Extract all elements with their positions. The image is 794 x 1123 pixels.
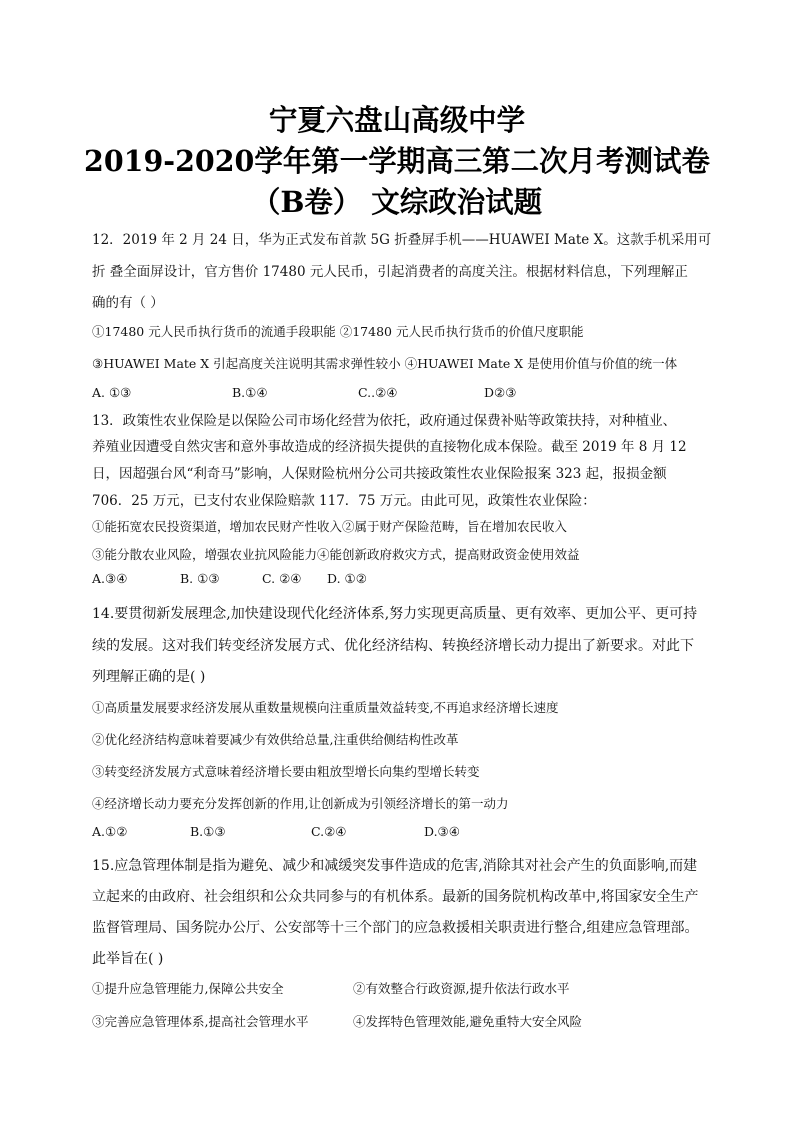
q15-option-1: ①提升应急管理能力,保障公共安全 [92,981,284,996]
q14-stem-line-3: 列理解正确的是( ) [92,669,206,685]
q13-answer-d: D. ①② [327,571,367,586]
q12-answer-c: C..②④ [358,385,398,400]
q13-answer-a: A.③④ [92,571,128,586]
q12-option-line-1: ①17480 元人民币执行货币的流通手段职能 ②17480 元人民币执行货币的价值尺度职能 [92,324,584,339]
q12-answer-b: B.①④ [232,385,268,400]
q14-answer-b: B.①③ [190,824,226,839]
q13-answer-c: C. ②④ [262,571,302,586]
q13-option-line-2: ③能分散农业风险，增强农业抗风险能力④能创新政府救灾方式，提高财政资金使用效益 [92,547,580,562]
paper-subject-title: （B卷） 文综政治试题 [251,185,543,219]
exam-term-title: 2019-2020学年第一学期高三第二次月考测试卷 [84,144,710,178]
q12-stem-line-2: 折 叠全面屏设计，官方售价 17480 元人民币，引起消费者的高度关注。根据材料信息，下列理解正 [92,264,688,280]
school-name-title: 宁夏六盘山高级中学 [268,103,526,137]
q12-answer-d: D②③ [484,385,517,400]
q13-stem-line-2: 养殖业因遭受自然灾害和意外事故造成的经济损失提供的直接物化成本保险。截至 2019 年 8 月 12 [92,439,687,455]
q12-option-line-2: ③HUAWEI Mate X 引起高度关注说明其需求弹性较小 ④HUAWEI Mate X 是使用价值与价值的统一体 [92,356,678,371]
q15-stem-line-2: 立起来的由政府、社会组织和公众共同参与的有机体系。最新的国务院机构改革中,将国家安全生产 [92,889,699,905]
q14-option-line-2: ②优化经济结构意味着要减少有效供给总量,注重供给侧结构性改革 [92,732,459,747]
q12-stem-line-3: 确的有（ ） [92,295,164,311]
q13-stem-line-1: 13．政策性农业保险是以保险公司市场化经营为依托，政府通过保费补贴等政策扶持，对种植业、 [92,413,677,429]
q15-stem-line-4: 此举旨在( ) [92,951,164,967]
q14-answer-d: D.③④ [424,824,460,839]
q14-stem-line-1: 14.要贯彻新发展理念,加快建设现代化经济体系,努力实现更高质量、更有效率、更加公平、更可持 [92,606,698,622]
q15-option-4: ④发挥特色管理效能,避免重特大安全风险 [353,1014,582,1029]
q13-option-line-1: ①能拓宽农民投资渠道，增加农民财产性收入②属于财产保险范畴，旨在增加农民收入 [92,519,568,534]
q12-stem-line-1: 12．2019 年 2 月 24 日，华为正式发布首款 5G 折叠屏手机——HUAWEI Mate X。这款手机采用可 [92,232,712,248]
q15-stem-line-1: 15.应急管理体制是指为避免、减少和减缓突发事件造成的危害,消除其对社会产生的负面影响,而建 [92,858,698,874]
q13-stem-line-3: 日，因超强台风“利奇马”影响，人保财险杭州分公司共接政策性农业保险报案 323 起，报损金额 [92,466,667,482]
q15-option-3: ③完善应急管理体系,提高社会管理水平 [92,1014,309,1029]
q13-stem-line-4: 706．25 万元，已支付农业保险赔款 117．75 万元。由此可见，政策性农业保险： [92,493,596,509]
q14-answer-c: C.②④ [311,824,347,839]
q14-option-line-3: ③转变经济发展方式意味着经济增长要由粗放型增长向集约型增长转变 [92,764,480,779]
q13-answer-b: B. ①③ [180,571,220,586]
q14-answer-a: A.①② [92,824,128,839]
q14-option-line-4: ④经济增长动力要充分发挥创新的作用,让创新成为引领经济增长的第一动力 [92,796,509,811]
q14-stem-line-2: 续的发展。这对我们转变经济发展方式、优化经济结构、转换经济增长动力提出了新要求。对此下 [92,638,694,654]
q14-option-line-1: ①高质量发展要求经济发展从重数量规模向注重质量效益转变,不再追求经济增长速度 [92,700,559,715]
q12-answer-a: A. ①③ [92,385,132,400]
q15-stem-line-3: 监督管理局、国务院办公厅、公安部等十三个部门的应急救援相关职责进行整合,组建应急管理部。 [92,920,699,936]
q15-option-2: ②有效整合行政资源,提升依法行政水平 [353,981,570,996]
